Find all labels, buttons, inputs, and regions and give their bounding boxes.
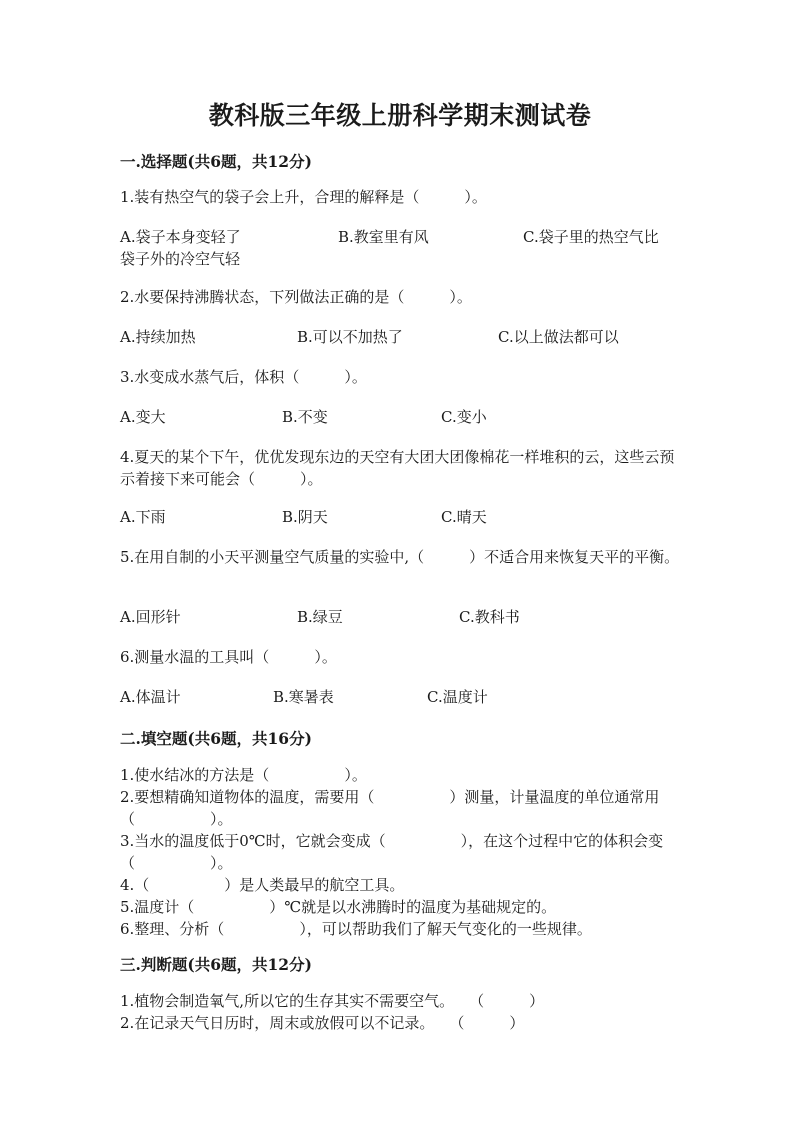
fill-item-6: 6.整理、分析（ ），可以帮助我们了解天气变化的一些规律。 <box>120 920 592 938</box>
section-heading-fill: 二.填空题(共6题，共16分) <box>120 729 312 748</box>
fill-item-3: 3.当水的温度低于0℃时，它就会变成（ ），在这个过程中它的体积会变（ ）。 <box>120 832 664 872</box>
option-a: A.变大 <box>120 408 166 426</box>
question-stem-5: 5.在用自制的小天平测量空气质量的实验中,（ ）不适合用来恢复天平的平衡。 <box>120 548 680 566</box>
option-a: A.持续加热 <box>120 328 196 346</box>
option-b: B.可以不加热了 <box>297 328 403 346</box>
fill-item-1: 1.使水结冰的方法是（ ）。 <box>120 766 367 784</box>
option-c: C.变小 <box>441 408 487 426</box>
section-heading-choice: 一.选择题(共6题，共12分) <box>120 152 312 171</box>
question-options-4 <box>120 506 680 528</box>
option-a: A.袋子本身变轻了 <box>120 228 241 246</box>
fill-item-2: 2.要想精确知道物体的温度，需要用（ ）测量，计量温度的单位通常用（ ）。 <box>120 788 660 828</box>
option-a: A.下雨 <box>120 508 166 526</box>
option-c: C.以上做法都可以 <box>498 328 619 346</box>
section-heading-judge: 三.判断题(共6题，共12分) <box>120 955 312 974</box>
question-stem-1: 1.装有热空气的袋子会上升，合理的解释是（ ）。 <box>120 188 487 206</box>
option-b: B.教室里有风 <box>338 228 429 246</box>
option-c: C.教科书 <box>459 608 520 626</box>
fill-item-4: 4.（ ）是人类最早的航空工具。 <box>120 876 405 894</box>
option-b: B.阴天 <box>282 508 328 526</box>
option-b: B.绿豆 <box>297 608 343 626</box>
judge-item-1: 1.植物会制造氧气,所以它的生存其实不需要空气。 （ ） <box>120 992 545 1010</box>
option-b: B.寒暑表 <box>273 688 334 706</box>
question-options-3 <box>120 406 680 428</box>
option-a: A.体温计 <box>120 688 181 706</box>
question-stem-2: 2.水要保持沸腾状态，下列做法正确的是（ ）。 <box>120 288 472 306</box>
option-c: C.袋子里的热空气比 <box>523 228 659 246</box>
option-a: A.回形针 <box>120 608 181 626</box>
exam-title: 教科版三年级上册科学期末测试卷 <box>208 101 592 130</box>
option-c-continued: 袋子外的冷空气轻 <box>120 250 241 268</box>
fill-item-5: 5.温度计（ ）℃就是以水沸腾时的温度为基础规定的。 <box>120 898 557 916</box>
fill-blank-list <box>120 764 680 940</box>
option-b: B.不变 <box>282 408 328 426</box>
question-options-5 <box>120 606 680 628</box>
question-stem-6: 6.测量水温的工具叫（ ）。 <box>120 648 337 666</box>
question-stem-4: 4.夏天的某个下午，优优发现东边的天空有大团大团像棉花一样堆积的云，这些云预示着接下来可能会（ ）。 <box>120 448 675 488</box>
judge-list <box>120 990 680 1034</box>
judge-item-2: 2.在记录天气日历时，周末或放假可以不记录。 （ ） <box>120 1014 525 1032</box>
option-c: C.温度计 <box>427 688 488 706</box>
question-stem-3: 3.水变成水蒸气后，体积（ ）。 <box>120 368 367 386</box>
option-c: C.晴天 <box>441 508 487 526</box>
question-options-2 <box>120 326 680 348</box>
question-options-6 <box>120 686 680 708</box>
question-options-1 <box>120 226 680 270</box>
